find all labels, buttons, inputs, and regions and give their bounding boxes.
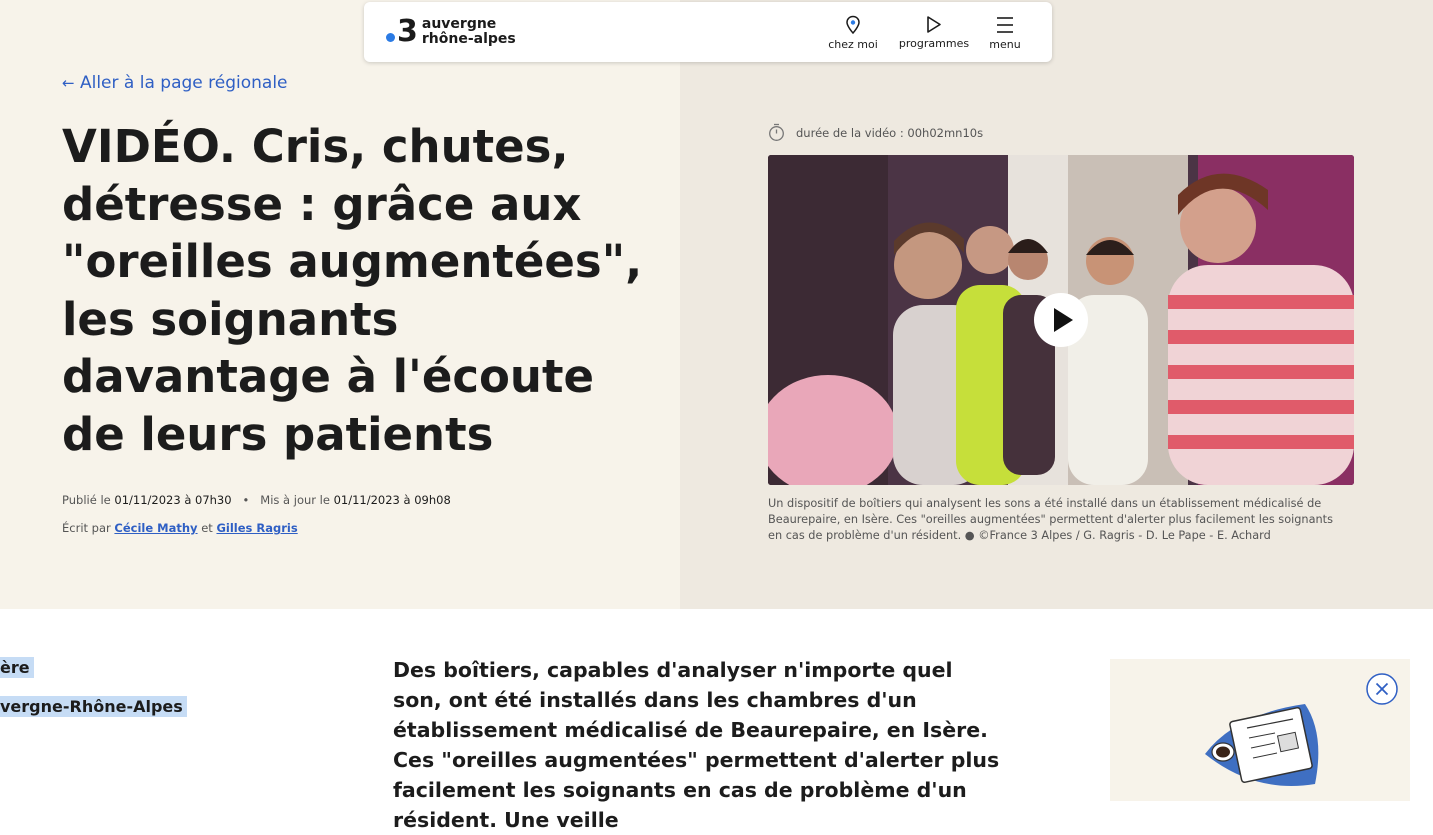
updated-date: 01/11/2023 à 09h08 — [333, 493, 451, 507]
logo-line1: auvergne — [421, 16, 497, 32]
logo-number: 3 — [397, 14, 418, 49]
duration-text: durée de la vidéo : 00h02mn10s — [796, 125, 984, 140]
published-date: 01/11/2023 à 07h30 — [114, 493, 232, 507]
hamburger-icon — [996, 15, 1014, 35]
publication-meta — [62, 493, 451, 507]
published-label: Publié le — [62, 493, 111, 507]
back-link-label: Aller à la page régionale — [79, 73, 288, 93]
meta-separator: • — [235, 493, 257, 507]
author-link-1[interactable]: Cécile Mathy — [114, 521, 198, 535]
location-pin-icon — [845, 15, 861, 35]
article-title: VIDÉO. Cris, chutes, détresse : grâce aux "oreilles augmentées", les soignants davantage à l'écoute de leurs patients — [62, 120, 643, 461]
stopwatch-icon — [768, 123, 785, 142]
play-button-icon[interactable] — [1033, 292, 1089, 348]
back-to-region-link[interactable] — [62, 73, 288, 93]
newspaper-illustration-icon — [1195, 694, 1335, 794]
updated-label: Mis à jour le — [260, 493, 330, 507]
video-duration — [768, 123, 983, 142]
logo-dot — [386, 33, 395, 42]
logo-line2: rhône-alpes — [421, 31, 516, 47]
author-link-2[interactable]: Gilles Ragris — [216, 521, 298, 535]
france3-logo[interactable] — [386, 14, 516, 50]
sidebar-tag-isere[interactable]: ère — [0, 657, 34, 678]
sidebar-tag-auvergne-rhone-alpes[interactable]: vergne-Rhône-Alpes — [0, 696, 187, 717]
close-icon[interactable] — [1366, 673, 1398, 705]
play-icon — [925, 15, 943, 34]
video-player[interactable] — [768, 155, 1354, 485]
arrow-left-icon: ← — [62, 74, 75, 92]
nav-programmes[interactable] — [894, 15, 974, 50]
written-by-label: Écrit par — [62, 521, 111, 535]
logo-region-text — [422, 17, 516, 47]
nav-chez-moi[interactable] — [813, 15, 893, 51]
newsletter-promo — [1110, 659, 1410, 801]
top-navbar — [364, 2, 1052, 62]
byline — [62, 521, 298, 535]
nav-menu[interactable] — [965, 15, 1045, 51]
nav-label-menu: menu — [989, 38, 1021, 51]
nav-label-programmes: programmes — [898, 37, 970, 50]
video-caption: Un dispositif de boîtiers qui analysent les sons a été installé dans un établissement médicalisé de Beaurepaire, en Isère. Ces "oreilles augmentées" permettent d'alerter plus facilement les soignants en cas de problème d'un résident. ● ©France 3 Alpes / G. Ragris - D. Le Pape - E. Achard — [768, 497, 1333, 542]
nav-label-chez-moi: chez moi — [828, 38, 878, 51]
article-lead: Des boîtiers, capables d'analyser n'importe quel son, ont été installés dans les chambres d'un établissement médicalisé de Beaurepaire, en Isère. Ces "oreilles augmentées" permettent d'alerter plus facilement les soignants en cas de problème d'un résident. Une veille — [393, 658, 1000, 832]
byline-and: et — [201, 521, 213, 535]
